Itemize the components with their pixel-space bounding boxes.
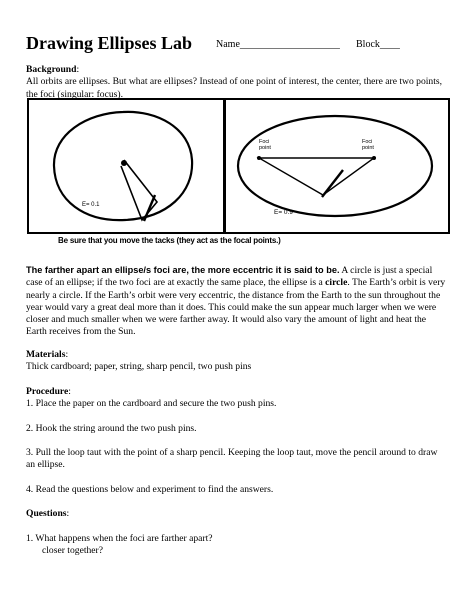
block-field xyxy=(356,39,400,50)
eccentricity-section xyxy=(26,264,446,339)
procedure-section: Procedure: 1. Place the paper on the cardboard and secure the two push pins. xyxy=(26,386,277,410)
eccentricity-lead: The farther apart an ellipse/s foci are, the more eccentric it is said to be. xyxy=(26,265,340,275)
materials-heading: Materials xyxy=(26,349,66,360)
right-focus-pin-b xyxy=(372,156,376,160)
procedure-step-2: 2. Hook the string around the two push pins. xyxy=(26,423,197,434)
right-focus-pin-a xyxy=(257,156,261,160)
procedure-step-1: 1. Place the paper on the cardboard and secure the two push pins. xyxy=(26,398,277,410)
procedure-step-2-block xyxy=(26,423,446,435)
eccentric-orbit xyxy=(238,116,432,216)
procedure-step-3: 3. Pull the loop taut with the point of a sharp pencil. Keeping the loop taut, move the pencil around to draw an ellipse. xyxy=(26,447,438,471)
background-heading: Background xyxy=(26,64,77,75)
name-field xyxy=(216,39,340,50)
foci-label-right: Foci point xyxy=(362,139,374,151)
right-eccentricity-label: E= 0.9 xyxy=(274,209,293,216)
right-string-loop xyxy=(259,158,374,195)
left-pencil xyxy=(144,195,155,221)
question-1-block xyxy=(26,533,446,558)
eccentricity-text-b: . The Earth’s orbit is very nearly a circle. If the Earth’s orbit were very eccentric, the distance from the Earth to the sun throughout the year would vary a great deal more than it does. This could make the sun appear much larger when we were closer and much smaller when we were farther away. It would also vary the amount of light and heat the Earth receives from the Sun. xyxy=(26,277,446,338)
figure-caption: Be sure that you move the tacks (they act as the focal points.) xyxy=(58,236,281,245)
circle-word: circle xyxy=(325,277,348,289)
block-blank: ____ xyxy=(379,39,400,50)
left-string-loop xyxy=(121,160,157,220)
procedure-step-4: 4. Read the questions below and experiment to find the answers. xyxy=(26,484,274,495)
procedure-heading: Procedure xyxy=(26,386,69,397)
questions-heading: Questions xyxy=(26,508,67,519)
question-1b: closer together? xyxy=(42,545,103,557)
eccentricity-text-a: A circle is just a special case of an ellipse; if the two foci are at exactly the same place, the ellipse is a xyxy=(26,265,433,289)
materials-text: Thick cardboard; paper, string, sharp pencil, two push pins xyxy=(26,361,252,373)
left-focus-pin xyxy=(121,160,127,166)
left-eccentricity-label: E= 0.1 xyxy=(82,202,100,208)
name-blank: ____________________ xyxy=(239,39,340,50)
background-section: Background: All orbits are ellipses. But what are ellipses? Instead of one point of interest, the center, there are two points, the foci (singular: focus). xyxy=(26,64,443,100)
page-title: Drawing Ellipses Lab xyxy=(26,33,193,53)
near-circle-orbit xyxy=(54,112,192,220)
left-diagram-frame xyxy=(28,99,224,233)
ellipse-diagrams-figure xyxy=(27,98,450,234)
background-text: All orbits are ellipses. But what are ellipses? Instead of one point of interest, the center, there are two points, the foci (singular: focus). xyxy=(26,76,443,100)
foci-label-left: Foci point xyxy=(259,139,271,151)
right-diagram-frame xyxy=(225,99,449,233)
procedure-step-3-block xyxy=(26,447,446,472)
questions-section: Questions: xyxy=(26,508,70,519)
block-label: Block xyxy=(356,39,380,50)
question-1: 1. What happens when the foci are farther apart? xyxy=(26,533,213,544)
materials-section: Materials: Thick cardboard; paper, string, sharp pencil, two push pins xyxy=(26,349,252,373)
name-label: Name xyxy=(216,39,240,50)
worksheet-header xyxy=(26,33,446,55)
procedure-step-4-block xyxy=(26,484,446,496)
